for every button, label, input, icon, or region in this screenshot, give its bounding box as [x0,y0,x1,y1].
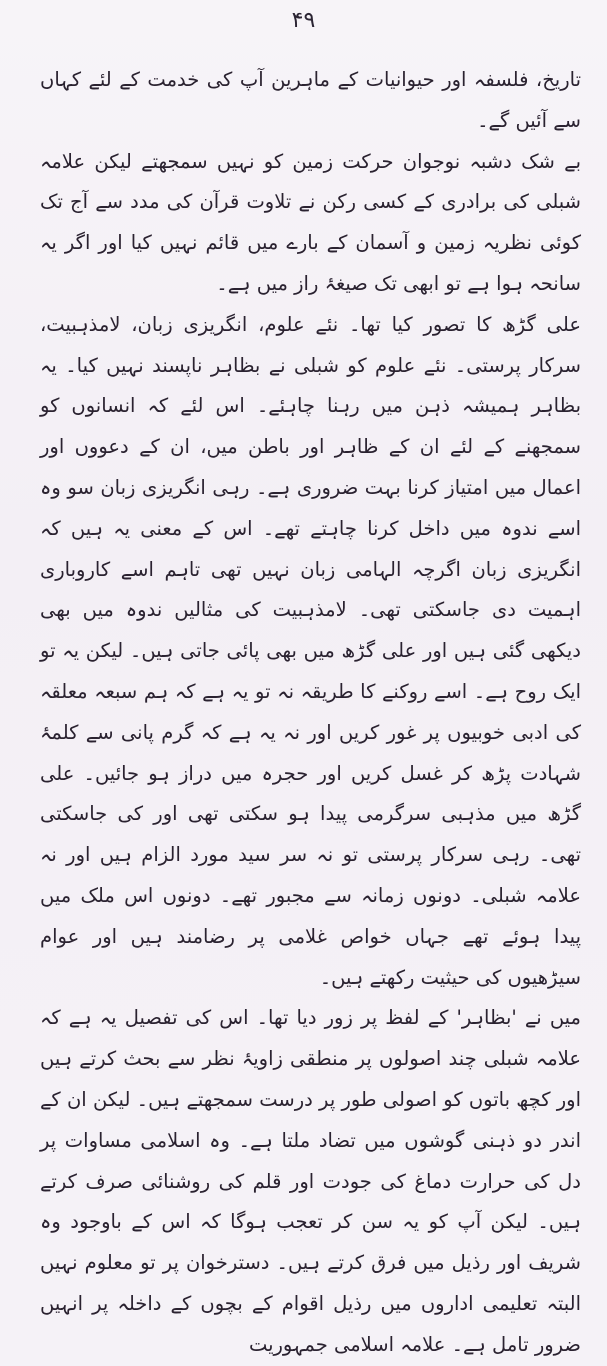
paragraph-3: علی گڑھ کا تصور کیا تھا۔ نئے علوم، انگریزی زبان، لامذہبیت، سرکار پرستی۔ نئے علوم کو شبلی نے بظاہر ناپسند نہیں کیا۔ یہ بظاہر ہمیشہ ذہن میں رہنا چاہئے۔ اس لئے کہ انسانوں کو سمجھنے کے لئے ان کے ظاہر اور باطن میں، ان کے دعووں اور اعمال میں امتیاز کرنا بہت ضروری ہے۔ رہی انگریزی زبان سو وہ اسے ندوہ میں داخل کرنا چاہتے تھے۔ اس کے معنی یہ ہیں کہ انگریزی زبان اگرچہ الہامی زبان نہیں تھی تاہم اسے کاروباری اہمیت دی جاسکتی تھی۔ لامذہبیت کی مثالیں ندوہ میں بھی دیکھی گئی ہیں اور علی گڑھ میں بھی پائی جاتی ہیں۔ لیکن یہ تو ایک روح ہے۔ اسے روکنے کا طریقہ نہ تو یہ ہے کہ ہم سبعہ معلقہ کی ادبی خوبیوں پر غور کریں اور نہ یہ ہے کہ گرم پانی سے کلمۂ شہادت پڑھ کر غسل کریں اور حجرہ میں دراز ہو جائیں۔ علی گڑھ میں مذہبی سرگرمی پیدا ہو سکتی تھی اور کی جاسکتی تھی۔ رہی سرکار پرستی تو نہ سر سید مورد الزام ہیں اور نہ علامہ شبلی۔ دونوں زمانہ سے مجبور تھے۔ دونوں اس ملک میں پیدا ہوئے تھے جہاں خواص غلامی پر رضامند ہیں اور عوام سیڑھیوں کی حیثیت رکھتے ہیں۔ [40,312,581,989]
paragraph-4: میں نے 'بظاہر' کے لفظ پر زور دیا تھا۔ اس کی تفصیل یہ ہے کہ علامہ شبلی چند اصولوں پر منطقی زاویۂ نظر سے بحث کرتے ہیں اور کچھ باتوں کو اصولی طور پر درست سمجھتے ہیں۔ لیکن ان کے اندر دو ذہنی گوشوں میں تضاد ملتا ہے۔ وہ اسلامی مساوات پر دل کی حرارت دماغ کی جودت اور قلم کی روشنائی صرف کرتے ہیں۔ لیکن آپ کو یہ سن کر تعجب ہوگا کہ اس کے باوجود وہ شریف اور رذیل میں فرق کرتے ہیں۔ دسترخوان پر تو معلوم نہیں البتہ تعلیمی اداروں میں رذیل اقوام کے بچوں کے داخلہ پر انہیں ضرور تامل ہے۔ علامہ اسلامی جمہوریت [40,1006,581,1356]
paragraph-2: بے شک دشبہ نوجوان حرکت زمین کو نہیں سمجھتے لیکن علامہ شبلی کی برادری کے کسی رکن نے تلاوت قرآن کی مدد سے آج تک کوئی نظریہ زمین و آسمان کے بارے میں قائم نہیں کیا اور اگر یہ سانحہ ہوا ہے تو ابھی تک صیغۂ راز میں ہے۔ [40,149,581,295]
page-number: ۴۹ [291,8,316,33]
page-body-text [40,60,581,1366]
paragraph-1: تاریخ، فلسفہ اور حیوانیات کے ماہرین آپ کی خدمت کے لئے کہاں سے آئیں گے۔ [40,68,581,132]
